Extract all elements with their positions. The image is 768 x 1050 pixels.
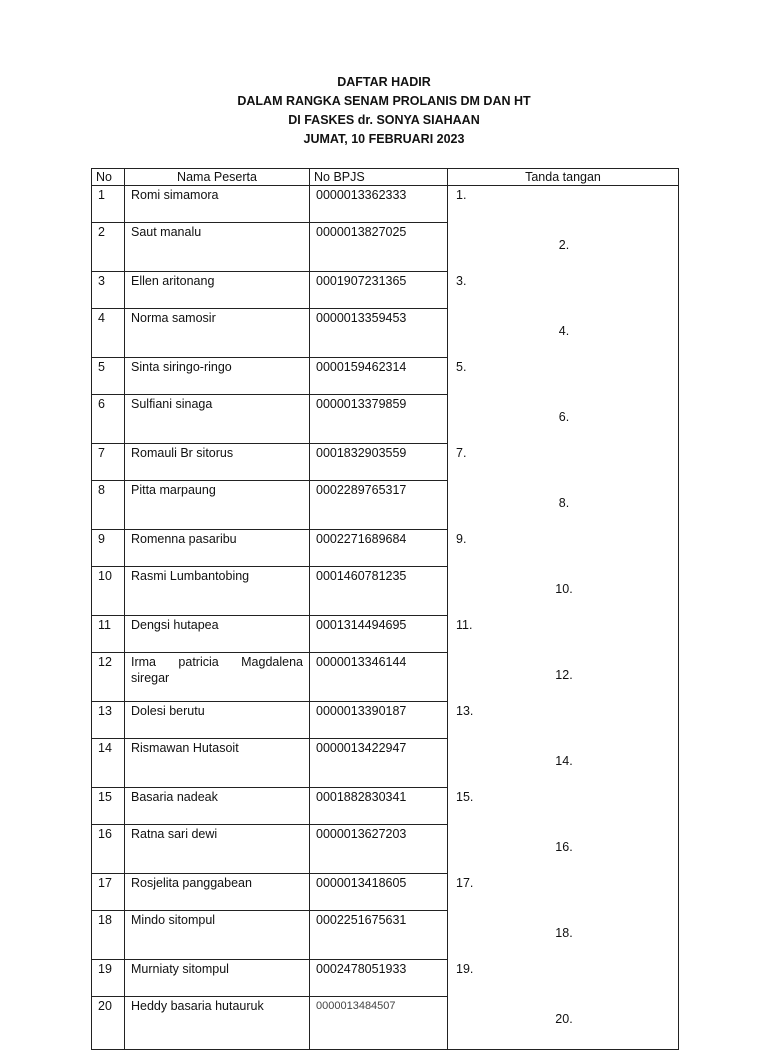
row-number: 13 xyxy=(92,702,125,739)
participant-name: Norma samosir xyxy=(125,309,310,358)
bpjs-number: 0002251675631 xyxy=(310,911,448,960)
row-number: 14 xyxy=(92,739,125,788)
table-row xyxy=(92,358,679,395)
title-line-3: DI FASKES dr. SONYA SIAHAAN xyxy=(288,113,480,127)
signature-cell[interactable]: 18. xyxy=(448,911,679,960)
row-number: 7 xyxy=(92,444,125,481)
bpjs-number: 0000159462314 xyxy=(310,358,448,395)
bpjs-number: 0001882830341 xyxy=(310,788,448,825)
participant-name: Sulfiani sinaga xyxy=(125,395,310,444)
row-number: 12 xyxy=(92,653,125,702)
table-row xyxy=(92,702,679,739)
table-row xyxy=(92,481,679,530)
header-no: No xyxy=(92,169,125,186)
table-header-row xyxy=(92,169,679,186)
participant-name: Murniaty sitompul xyxy=(125,960,310,997)
table-row xyxy=(92,530,679,567)
row-number: 18 xyxy=(92,911,125,960)
title-line-2: DALAM RANGKA SENAM PROLANIS DM DAN HT xyxy=(237,94,531,108)
signature-cell[interactable]: 8. xyxy=(448,481,679,530)
table-row xyxy=(92,788,679,825)
table-row xyxy=(92,653,679,702)
signature-cell[interactable]: 2. xyxy=(448,223,679,272)
signature-cell[interactable]: 20. xyxy=(448,997,679,1050)
header-name: Nama Peserta xyxy=(125,169,310,186)
signature-cell[interactable]: 12. xyxy=(448,653,679,702)
signature-cell[interactable]: 16. xyxy=(448,825,679,874)
row-number: 2 xyxy=(92,223,125,272)
participant-name: Rosjelita panggabean xyxy=(125,874,310,911)
bpjs-number: 0001460781235 xyxy=(310,567,448,616)
participant-name: Romenna pasaribu xyxy=(125,530,310,567)
row-number: 3 xyxy=(92,272,125,309)
bpjs-number: 0000013346144 xyxy=(310,653,448,702)
participant-name: Sinta siringo-ringo xyxy=(125,358,310,395)
participant-name: Saut manalu xyxy=(125,223,310,272)
participant-name: Pitta marpaung xyxy=(125,481,310,530)
participant-name: Irma patricia Magdalena siregar xyxy=(125,653,310,702)
row-number: 6 xyxy=(92,395,125,444)
title-line-4: JUMAT, 10 FEBRUARI 2023 xyxy=(303,132,465,146)
table-row xyxy=(92,309,679,358)
document-header xyxy=(0,73,768,149)
bpjs-number: 0001314494695 xyxy=(310,616,448,653)
row-number: 20 xyxy=(92,997,125,1050)
table-row xyxy=(92,567,679,616)
header-bpjs: No BPJS xyxy=(310,169,448,186)
signature-cell[interactable]: 1. xyxy=(448,186,679,223)
participant-name: Heddy basaria hutauruk xyxy=(125,997,310,1050)
bpjs-number: 0000013627203 xyxy=(310,825,448,874)
participant-name: Rasmi Lumbantobing xyxy=(125,567,310,616)
bpjs-number: 0001907231365 xyxy=(310,272,448,309)
table-row xyxy=(92,825,679,874)
row-number: 16 xyxy=(92,825,125,874)
header-signature: Tanda tangan xyxy=(448,169,679,186)
table-row xyxy=(92,960,679,997)
signature-cell[interactable]: 19. xyxy=(448,960,679,997)
signature-cell[interactable]: 5. xyxy=(448,358,679,395)
table-row xyxy=(92,739,679,788)
row-number: 19 xyxy=(92,960,125,997)
signature-cell[interactable]: 15. xyxy=(448,788,679,825)
bpjs-number: 0000013484507 xyxy=(310,997,448,1050)
signature-cell[interactable]: 17. xyxy=(448,874,679,911)
row-number: 5 xyxy=(92,358,125,395)
row-number: 1 xyxy=(92,186,125,223)
row-number: 4 xyxy=(92,309,125,358)
signature-cell[interactable]: 11. xyxy=(448,616,679,653)
participant-name: Ellen aritonang xyxy=(125,272,310,309)
row-number: 10 xyxy=(92,567,125,616)
attendance-table xyxy=(91,168,679,1050)
table-row xyxy=(92,186,679,223)
table-row xyxy=(92,272,679,309)
participant-name: Dolesi berutu xyxy=(125,702,310,739)
table-row xyxy=(92,395,679,444)
participant-name: Dengsi hutapea xyxy=(125,616,310,653)
row-number: 15 xyxy=(92,788,125,825)
participant-name: Ratna sari dewi xyxy=(125,825,310,874)
table-row xyxy=(92,444,679,481)
signature-cell[interactable]: 6. xyxy=(448,395,679,444)
row-number: 17 xyxy=(92,874,125,911)
bpjs-number: 0000013362333 xyxy=(310,186,448,223)
table-row xyxy=(92,616,679,653)
bpjs-number: 0002289765317 xyxy=(310,481,448,530)
row-number: 11 xyxy=(92,616,125,653)
participant-name: Mindo sitompul xyxy=(125,911,310,960)
bpjs-number: 0000013418605 xyxy=(310,874,448,911)
signature-cell[interactable]: 14. xyxy=(448,739,679,788)
participant-name: Romi simamora xyxy=(125,186,310,223)
bpjs-number: 0000013827025 xyxy=(310,223,448,272)
bpjs-number: 0000013379859 xyxy=(310,395,448,444)
bpjs-number: 0001832903559 xyxy=(310,444,448,481)
bpjs-number: 0002478051933 xyxy=(310,960,448,997)
participant-name: Rismawan Hutasoit xyxy=(125,739,310,788)
table-row xyxy=(92,911,679,960)
signature-cell[interactable]: 13. xyxy=(448,702,679,739)
bpjs-number: 0000013422947 xyxy=(310,739,448,788)
row-number: 9 xyxy=(92,530,125,567)
row-number: 8 xyxy=(92,481,125,530)
table-row xyxy=(92,874,679,911)
signature-cell[interactable]: 3. xyxy=(448,272,679,309)
table-row xyxy=(92,997,679,1050)
table-row xyxy=(92,223,679,272)
bpjs-number: 0000013359453 xyxy=(310,309,448,358)
title-line-1: DAFTAR HADIR xyxy=(337,75,431,89)
signature-cell[interactable]: 7. xyxy=(448,444,679,481)
signature-cell[interactable]: 10. xyxy=(448,567,679,616)
bpjs-number: 0002271689684 xyxy=(310,530,448,567)
signature-cell[interactable]: 4. xyxy=(448,309,679,358)
signature-cell[interactable]: 9. xyxy=(448,530,679,567)
participant-name: Romauli Br sitorus xyxy=(125,444,310,481)
participant-name: Basaria nadeak xyxy=(125,788,310,825)
bpjs-number: 0000013390187 xyxy=(310,702,448,739)
